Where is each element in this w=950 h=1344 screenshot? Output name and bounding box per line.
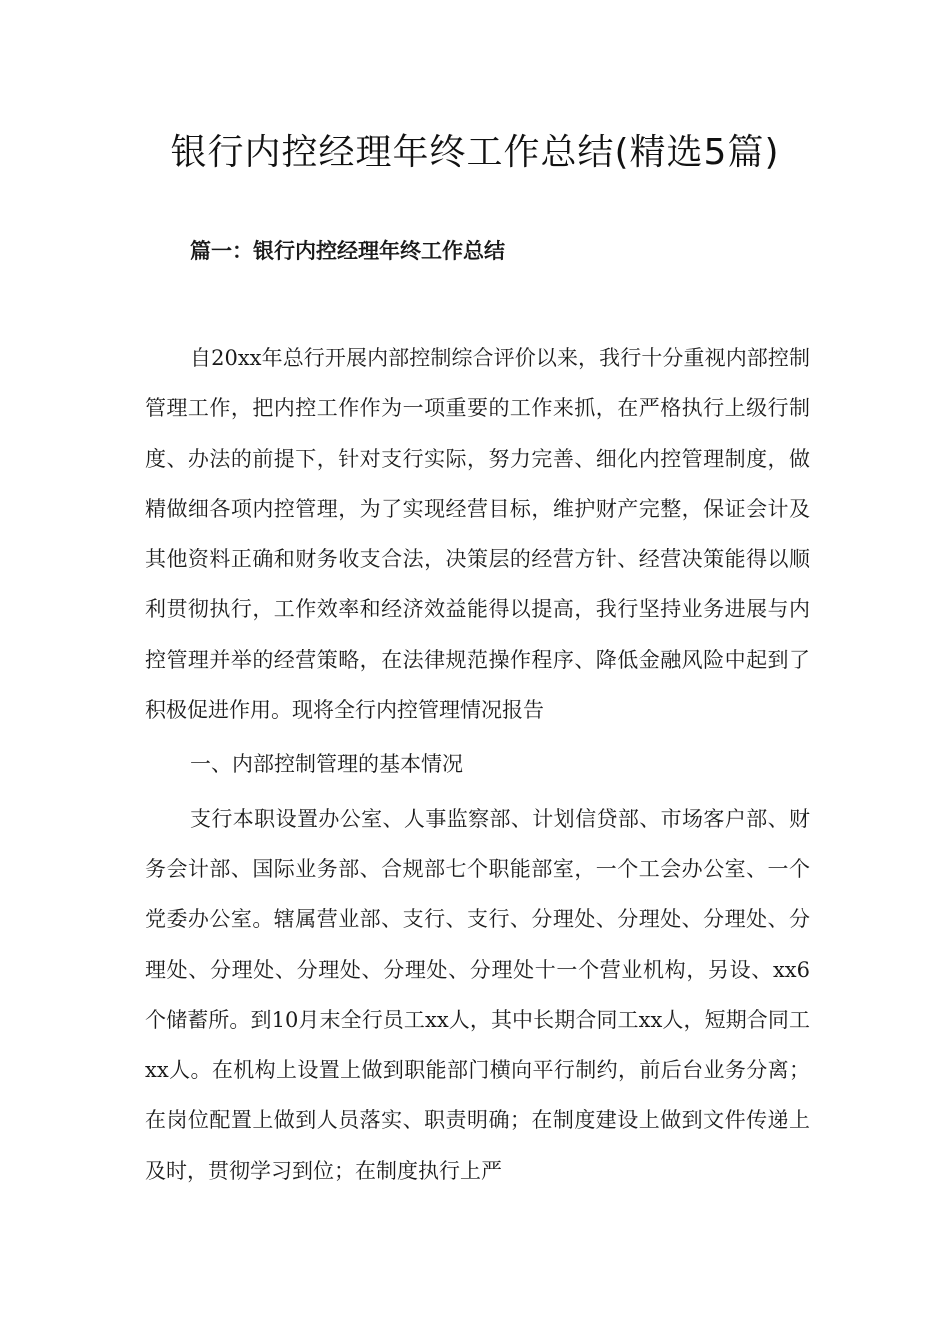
- paragraph-basic-situation: 支行本职设置办公室、人事监察部、计划信贷部、市场客户部、财务会计部、国际业务部、合规部七个职能部室，一个工会办公室、一个党委办公室。辖属营业部、支行、支行、分理处、分理处、分理处、分理处、分理处、分理处、分理处、分理处十一个营业机构，另设、xx6个储蓄所。到10月末全行员工xx人，其中长期合同工xx人，短期合同工xx人。在机构上设置上做到职能部门横向平行制约，前后台业务分离；在岗位配置上做到人员落实、职责明确；在制度建设上做到文件传递上及时，贯彻学习到位；在制度执行上严: [145, 806, 810, 1183]
- document-body: [145, 333, 810, 1196]
- paragraph-intro: 自20xx年总行开展内部控制综合评价以来，我行十分重视内部控制管理工作，把内控工作作为一项重要的工作来抓，在严格执行上级行制度、办法的前提下，针对支行实际，努力完善、细化内控管理制度，做精做细各项内控管理，为了实现经营目标，维护财产完整，保证会计及其他资料正确和财务收支合法，决策层的经营方针、经营决策能得以顺利贯彻执行，工作效率和经济效益能得以提高，我行坚持业务进展与内控管理并举的经营策略，在法律规范操作程序、降低金融风险中起到了积极促进作用。现将全行内控管理情况报告: [145, 346, 810, 723]
- section-heading: 篇一：银行内控经理年终工作总结: [190, 238, 505, 263]
- subsection-heading: 一、内部控制管理的基本情况: [190, 752, 463, 777]
- document-title: 银行内控经理年终工作总结(精选5篇): [170, 132, 780, 173]
